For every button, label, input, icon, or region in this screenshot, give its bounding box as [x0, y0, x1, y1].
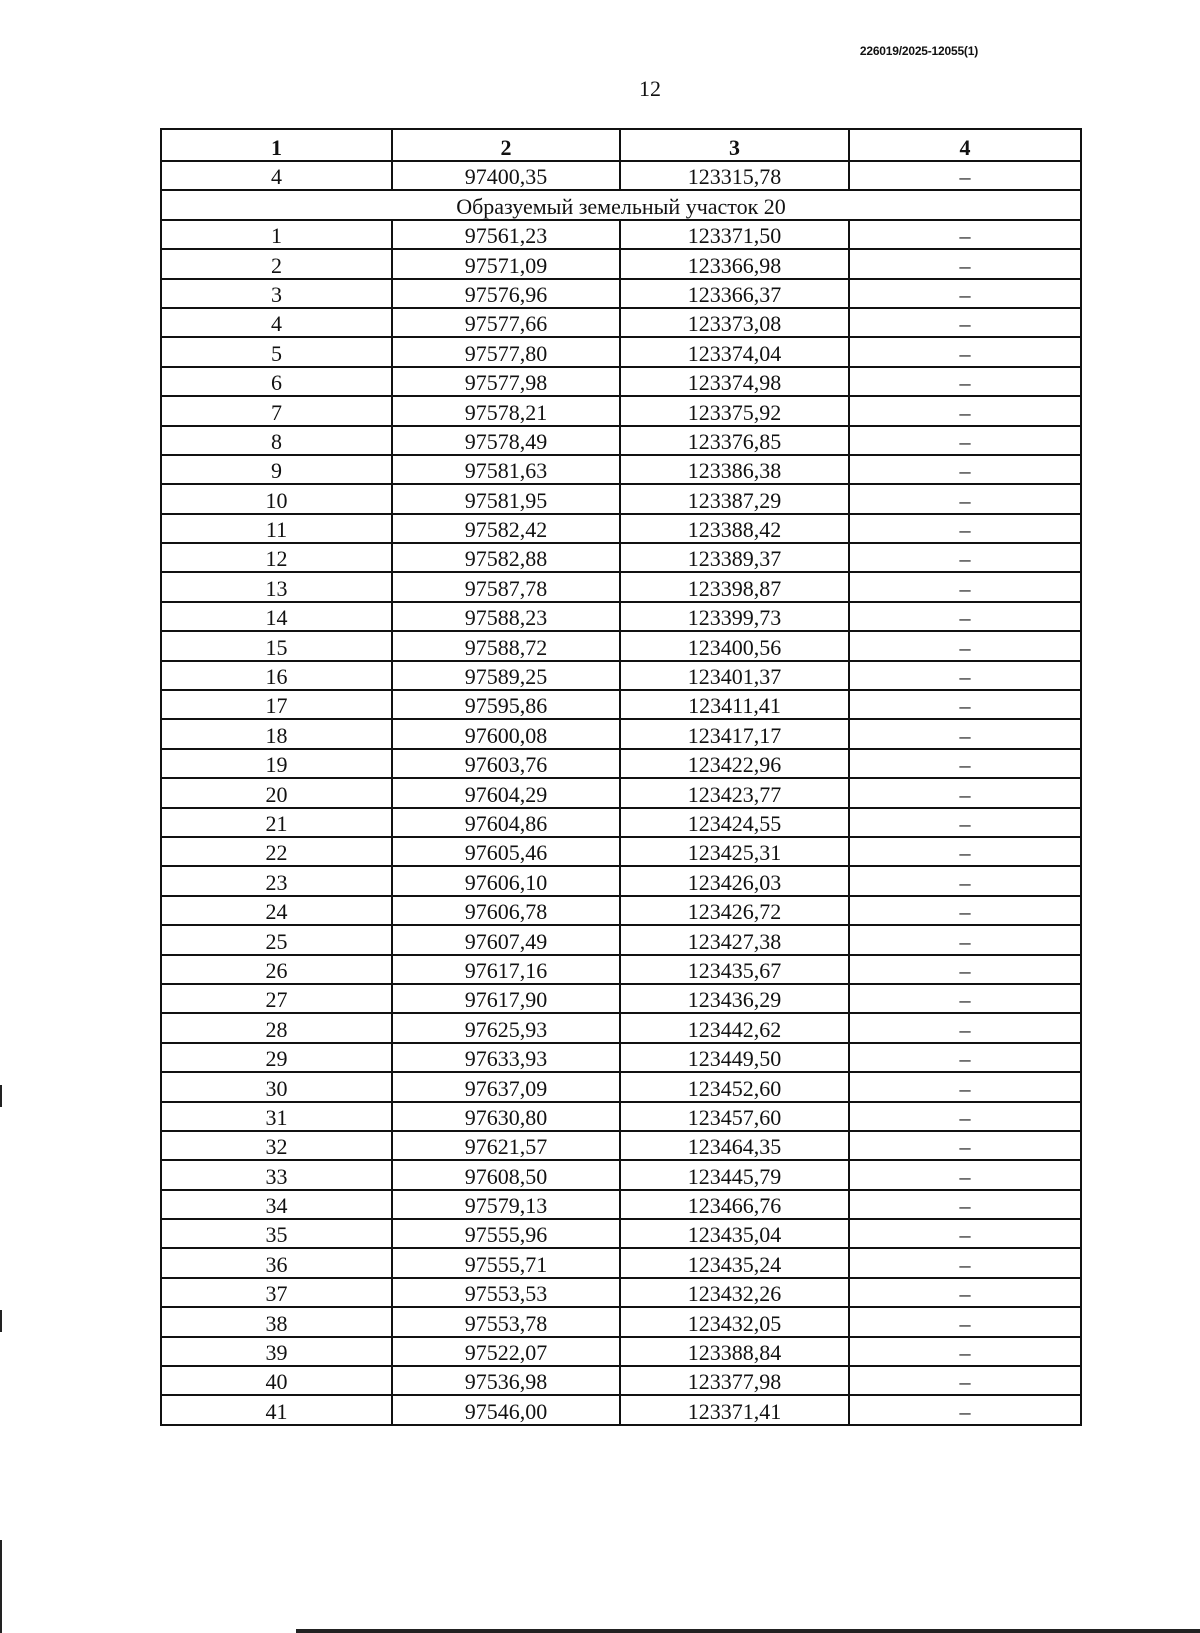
- table-row: [161, 661, 1081, 690]
- x-coordinate-cell: 97588,72: [392, 631, 620, 660]
- x-coordinate-cell: 97606,10: [392, 866, 620, 895]
- table-row: [161, 1248, 1081, 1277]
- x-coordinate-cell: 97576,96: [392, 279, 620, 308]
- scan-bottom-edge: [296, 1629, 1200, 1633]
- note-cell: –: [849, 1190, 1081, 1219]
- y-coordinate-cell: 123389,37: [620, 543, 849, 572]
- x-coordinate-cell: 97587,78: [392, 572, 620, 601]
- point-number-cell: 18: [161, 719, 392, 748]
- point-number-cell: 21: [161, 808, 392, 837]
- table-row: [161, 455, 1081, 484]
- x-coordinate-cell: 97630,80: [392, 1102, 620, 1131]
- table-row: [161, 1013, 1081, 1042]
- point-number-cell: 12: [161, 543, 392, 572]
- y-coordinate-cell: 123432,05: [620, 1307, 849, 1336]
- point-number-cell: 29: [161, 1043, 392, 1072]
- table-row: [161, 896, 1081, 925]
- x-coordinate-cell: 97578,21: [392, 396, 620, 425]
- y-coordinate-cell: 123422,96: [620, 749, 849, 778]
- note-cell: –: [849, 749, 1081, 778]
- y-coordinate-cell: 123442,62: [620, 1013, 849, 1042]
- y-coordinate-cell: 123426,03: [620, 866, 849, 895]
- table-row: [161, 1190, 1081, 1219]
- note-cell: –: [849, 1337, 1081, 1366]
- table-row: [161, 690, 1081, 719]
- table-row: [161, 426, 1081, 455]
- point-number-cell: 14: [161, 602, 392, 631]
- point-number-cell: 35: [161, 1219, 392, 1248]
- x-coordinate-cell: 97581,95: [392, 484, 620, 513]
- x-coordinate-cell: 97578,49: [392, 426, 620, 455]
- x-coordinate-cell: 97607,49: [392, 925, 620, 954]
- y-coordinate-cell: 123435,04: [620, 1219, 849, 1248]
- point-number-cell: 10: [161, 484, 392, 513]
- y-coordinate-cell: 123435,24: [620, 1248, 849, 1277]
- y-coordinate-cell: 123427,38: [620, 925, 849, 954]
- note-cell: –: [849, 1072, 1081, 1101]
- note-cell: –: [849, 1160, 1081, 1189]
- y-coordinate-cell: 123425,31: [620, 837, 849, 866]
- note-cell: –: [849, 308, 1081, 337]
- point-number-cell: 37: [161, 1278, 392, 1307]
- note-cell: –: [849, 837, 1081, 866]
- point-number-cell: 4: [161, 308, 392, 337]
- table-row: [161, 925, 1081, 954]
- note-cell: –: [849, 1219, 1081, 1248]
- note-cell: –: [849, 455, 1081, 484]
- y-coordinate-cell: 123417,17: [620, 719, 849, 748]
- coordinates-table: [160, 128, 1082, 1426]
- x-coordinate-cell: 97595,86: [392, 690, 620, 719]
- note-cell: –: [849, 631, 1081, 660]
- x-coordinate-cell: 97589,25: [392, 661, 620, 690]
- section-title-row: [161, 190, 1081, 219]
- page-number: 12: [639, 76, 661, 101]
- table-row: [161, 1131, 1081, 1160]
- point-number-cell: 13: [161, 572, 392, 601]
- point-number-cell: 24: [161, 896, 392, 925]
- y-coordinate-cell: 123436,29: [620, 984, 849, 1013]
- point-number-cell: 5: [161, 337, 392, 366]
- x-coordinate-cell: 97604,29: [392, 778, 620, 807]
- note-cell: –: [849, 249, 1081, 278]
- x-coordinate-cell: 97553,53: [392, 1278, 620, 1307]
- table-row: [161, 543, 1081, 572]
- note-cell: –: [849, 690, 1081, 719]
- document-registration-number: 226019/2025-12055(1): [859, 44, 978, 58]
- x-coordinate-cell: 97600,08: [392, 719, 620, 748]
- point-number-cell: 11: [161, 514, 392, 543]
- x-coordinate-cell: 97608,50: [392, 1160, 620, 1189]
- y-coordinate-cell: 123366,98: [620, 249, 849, 278]
- note-cell: –: [849, 161, 1081, 190]
- header-col-4: 4: [849, 129, 1081, 161]
- table-row: [161, 1102, 1081, 1131]
- x-coordinate-cell: 97617,16: [392, 955, 620, 984]
- table-row: [161, 866, 1081, 895]
- y-coordinate-cell: 123386,38: [620, 455, 849, 484]
- note-cell: –: [849, 1395, 1081, 1424]
- point-number-cell: 30: [161, 1072, 392, 1101]
- note-cell: –: [849, 367, 1081, 396]
- point-number-cell: 16: [161, 661, 392, 690]
- x-coordinate-cell: 97553,78: [392, 1307, 620, 1336]
- point-number-cell: 32: [161, 1131, 392, 1160]
- point-number-cell: 28: [161, 1013, 392, 1042]
- y-coordinate-cell: 123388,84: [620, 1337, 849, 1366]
- table-row: [161, 719, 1081, 748]
- y-coordinate-cell: 123464,35: [620, 1131, 849, 1160]
- point-number-cell: 25: [161, 925, 392, 954]
- y-coordinate-cell: 123466,76: [620, 1190, 849, 1219]
- table-row: [161, 1307, 1081, 1336]
- point-number-cell: 1: [161, 220, 392, 249]
- table-row: [161, 367, 1081, 396]
- y-coordinate-cell: 123388,42: [620, 514, 849, 543]
- table-row: [161, 602, 1081, 631]
- table-row: [161, 1043, 1081, 1072]
- table-row: [161, 808, 1081, 837]
- table-row: [161, 749, 1081, 778]
- scan-edge-mark: [0, 1540, 2, 1633]
- point-number-cell: 2: [161, 249, 392, 278]
- point-number-cell: 19: [161, 749, 392, 778]
- note-cell: –: [849, 484, 1081, 513]
- note-cell: –: [849, 602, 1081, 631]
- table-row: [161, 220, 1081, 249]
- x-coordinate-cell: 97400,35: [392, 161, 620, 190]
- point-number-cell: 31: [161, 1102, 392, 1131]
- note-cell: –: [849, 1366, 1081, 1395]
- note-cell: –: [849, 1307, 1081, 1336]
- x-coordinate-cell: 97571,09: [392, 249, 620, 278]
- table-row: [161, 1395, 1081, 1424]
- point-number-cell: 4: [161, 161, 392, 190]
- note-cell: –: [849, 396, 1081, 425]
- y-coordinate-cell: 123432,26: [620, 1278, 849, 1307]
- x-coordinate-cell: 97582,88: [392, 543, 620, 572]
- point-number-cell: 34: [161, 1190, 392, 1219]
- table-row: [161, 396, 1081, 425]
- table-row: [161, 514, 1081, 543]
- note-cell: –: [849, 279, 1081, 308]
- point-number-cell: 7: [161, 396, 392, 425]
- y-coordinate-cell: 123401,37: [620, 661, 849, 690]
- x-coordinate-cell: 97637,09: [392, 1072, 620, 1101]
- x-coordinate-cell: 97588,23: [392, 602, 620, 631]
- x-coordinate-cell: 97577,98: [392, 367, 620, 396]
- point-number-cell: 38: [161, 1307, 392, 1336]
- y-coordinate-cell: 123371,41: [620, 1395, 849, 1424]
- scan-edge-mark: [0, 1310, 2, 1332]
- point-number-cell: 15: [161, 631, 392, 660]
- x-coordinate-cell: 97561,23: [392, 220, 620, 249]
- x-coordinate-cell: 97577,66: [392, 308, 620, 337]
- x-coordinate-cell: 97579,13: [392, 1190, 620, 1219]
- x-coordinate-cell: 97582,42: [392, 514, 620, 543]
- x-coordinate-cell: 97522,07: [392, 1337, 620, 1366]
- note-cell: –: [849, 661, 1081, 690]
- x-coordinate-cell: 97606,78: [392, 896, 620, 925]
- x-coordinate-cell: 97555,71: [392, 1248, 620, 1277]
- x-coordinate-cell: 97604,86: [392, 808, 620, 837]
- point-number-cell: 41: [161, 1395, 392, 1424]
- table-row: [161, 337, 1081, 366]
- y-coordinate-cell: 123387,29: [620, 484, 849, 513]
- header-col-1: 1: [161, 129, 392, 161]
- y-coordinate-cell: 123452,60: [620, 1072, 849, 1101]
- note-cell: –: [849, 1131, 1081, 1160]
- note-cell: –: [849, 572, 1081, 601]
- point-number-cell: 26: [161, 955, 392, 984]
- header-col-2: 2: [392, 129, 620, 161]
- point-number-cell: 9: [161, 455, 392, 484]
- note-cell: –: [849, 337, 1081, 366]
- point-number-cell: 36: [161, 1248, 392, 1277]
- table-row: [161, 778, 1081, 807]
- table-row: [161, 955, 1081, 984]
- note-cell: –: [849, 543, 1081, 572]
- note-cell: –: [849, 808, 1081, 837]
- note-cell: –: [849, 1278, 1081, 1307]
- note-cell: –: [849, 1043, 1081, 1072]
- y-coordinate-cell: 123449,50: [620, 1043, 849, 1072]
- note-cell: –: [849, 426, 1081, 455]
- note-cell: –: [849, 719, 1081, 748]
- point-number-cell: 39: [161, 1337, 392, 1366]
- y-coordinate-cell: 123371,50: [620, 220, 849, 249]
- point-number-cell: 17: [161, 690, 392, 719]
- table-row: [161, 279, 1081, 308]
- x-coordinate-cell: 97546,00: [392, 1395, 620, 1424]
- table-header-row: [161, 129, 1081, 161]
- x-coordinate-cell: 97621,57: [392, 1131, 620, 1160]
- note-cell: –: [849, 1013, 1081, 1042]
- point-number-cell: 23: [161, 866, 392, 895]
- y-coordinate-cell: 123375,92: [620, 396, 849, 425]
- x-coordinate-cell: 97603,76: [392, 749, 620, 778]
- y-coordinate-cell: 123376,85: [620, 426, 849, 455]
- point-number-cell: 8: [161, 426, 392, 455]
- x-coordinate-cell: 97605,46: [392, 837, 620, 866]
- table-row: [161, 631, 1081, 660]
- note-cell: –: [849, 984, 1081, 1013]
- note-cell: –: [849, 925, 1081, 954]
- x-coordinate-cell: 97633,93: [392, 1043, 620, 1072]
- table-row: [161, 249, 1081, 278]
- table-row: [161, 308, 1081, 337]
- y-coordinate-cell: 123398,87: [620, 572, 849, 601]
- scan-edge-mark: [0, 1085, 2, 1107]
- x-coordinate-cell: 97581,63: [392, 455, 620, 484]
- x-coordinate-cell: 97617,90: [392, 984, 620, 1013]
- table-row: [161, 484, 1081, 513]
- y-coordinate-cell: 123366,37: [620, 279, 849, 308]
- table-row: [161, 1278, 1081, 1307]
- point-number-cell: 6: [161, 367, 392, 396]
- table-row: [161, 572, 1081, 601]
- y-coordinate-cell: 123457,60: [620, 1102, 849, 1131]
- y-coordinate-cell: 123373,08: [620, 308, 849, 337]
- point-number-cell: 20: [161, 778, 392, 807]
- y-coordinate-cell: 123435,67: [620, 955, 849, 984]
- note-cell: –: [849, 955, 1081, 984]
- x-coordinate-cell: 97625,93: [392, 1013, 620, 1042]
- note-cell: –: [849, 1248, 1081, 1277]
- note-cell: –: [849, 866, 1081, 895]
- section-title: Образуемый земельный участок 20: [161, 190, 1081, 219]
- note-cell: –: [849, 896, 1081, 925]
- y-coordinate-cell: 123445,79: [620, 1160, 849, 1189]
- note-cell: –: [849, 220, 1081, 249]
- y-coordinate-cell: 123426,72: [620, 896, 849, 925]
- y-coordinate-cell: 123374,04: [620, 337, 849, 366]
- point-number-cell: 40: [161, 1366, 392, 1395]
- note-cell: –: [849, 1102, 1081, 1131]
- x-coordinate-cell: 97555,96: [392, 1219, 620, 1248]
- table-row: [161, 837, 1081, 866]
- y-coordinate-cell: 123377,98: [620, 1366, 849, 1395]
- table-row: [161, 984, 1081, 1013]
- y-coordinate-cell: 123400,56: [620, 631, 849, 660]
- y-coordinate-cell: 123424,55: [620, 808, 849, 837]
- note-cell: –: [849, 778, 1081, 807]
- note-cell: –: [849, 514, 1081, 543]
- point-number-cell: 33: [161, 1160, 392, 1189]
- y-coordinate-cell: 123423,77: [620, 778, 849, 807]
- table-row: [161, 1219, 1081, 1248]
- point-number-cell: 3: [161, 279, 392, 308]
- y-coordinate-cell: 123374,98: [620, 367, 849, 396]
- table-row: [161, 161, 1081, 190]
- y-coordinate-cell: 123399,73: [620, 602, 849, 631]
- x-coordinate-cell: 97536,98: [392, 1366, 620, 1395]
- table-row: [161, 1072, 1081, 1101]
- point-number-cell: 27: [161, 984, 392, 1013]
- point-number-cell: 22: [161, 837, 392, 866]
- x-coordinate-cell: 97577,80: [392, 337, 620, 366]
- y-coordinate-cell: 123315,78: [620, 161, 849, 190]
- table-row: [161, 1366, 1081, 1395]
- header-col-3: 3: [620, 129, 849, 161]
- table-row: [161, 1337, 1081, 1366]
- y-coordinate-cell: 123411,41: [620, 690, 849, 719]
- table-row: [161, 1160, 1081, 1189]
